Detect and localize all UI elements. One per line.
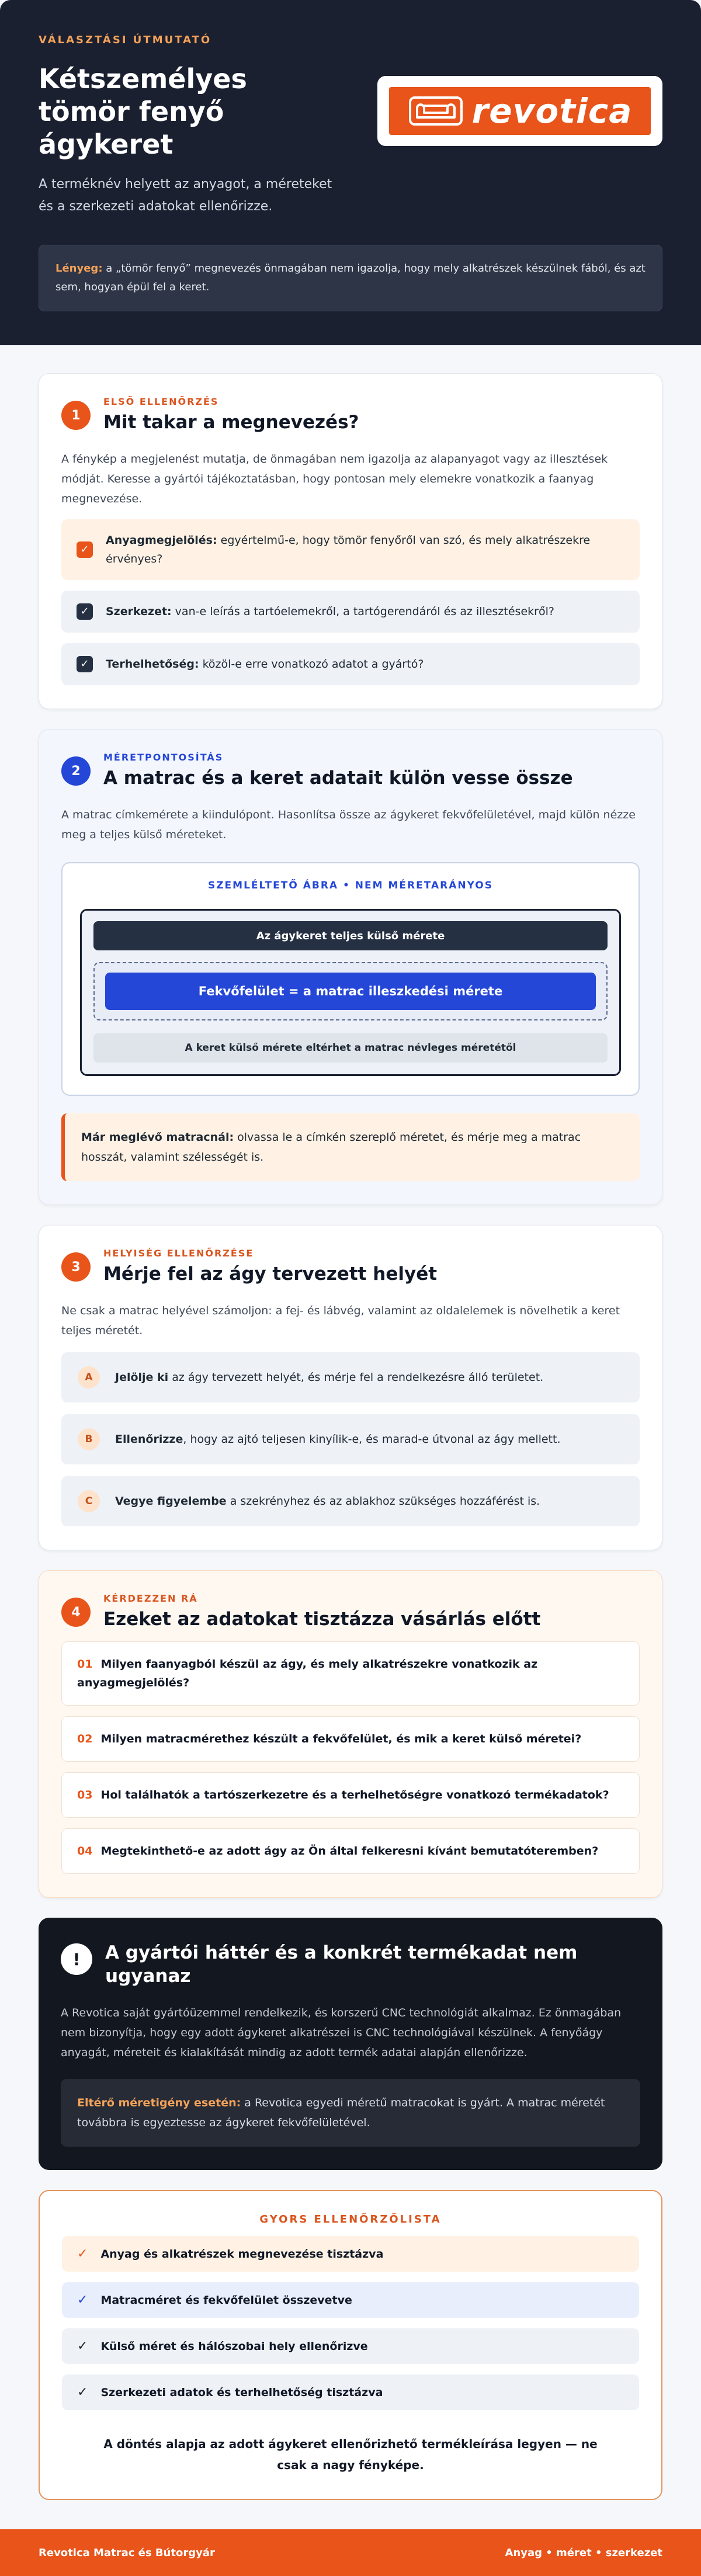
check-icon: ✓: [77, 2339, 88, 2353]
callout-label: Már meglévő matracnál:: [81, 1131, 234, 1144]
question-number: 04: [77, 1845, 93, 1858]
custom-size-text: a Revotica egyedi méretű matracokat is gyárt. A matrac méretét továbbra is egyeztesse az ágykeret fekvőfelületével.: [77, 2096, 605, 2129]
exclamation-icon: !: [61, 1943, 92, 1975]
checklist-item-text: Külső méret és hálószobai hely ellenőrizve: [100, 2339, 368, 2353]
check-item-material: [61, 519, 640, 580]
size-diagram: [61, 862, 640, 1096]
section-size-check: [39, 729, 662, 1205]
step-text: , hogy az ajtó teljesen kinyílik-e, és marad-e útvonal az ágy mellett.: [183, 1433, 561, 1446]
hero: [0, 0, 701, 345]
step-number-1: 1: [61, 401, 91, 430]
checklist-verdict: A döntés alapja az adott ágykeret ellenőrizhető termékleírása legyen — ne csak a nagy fényképe.: [103, 2437, 598, 2472]
hero-note-label: Lényeg:: [55, 262, 103, 275]
section-description: Ne csak a matrac helyével számoljon: a fej- és lábvég, valamint az oldalelemek is növelhetik a keret teljes méretét.: [61, 1304, 620, 1337]
question-item: [61, 1828, 640, 1874]
checklist-item-text: Matracméret és fekvőfelület összevetve: [100, 2293, 352, 2307]
step-label: Ellenőrizze: [115, 1433, 183, 1446]
checklist-item-text: Szerkezeti adatok és terhelhetőség tisztázva: [100, 2386, 383, 2399]
size-difference-label: A keret külső mérete eltérhet a matrac névleges méretétől: [93, 1033, 608, 1063]
question-text: Megtekinthető-e az adott ágy az Ön által felkeresni kívánt bemutatóteremben?: [100, 1845, 599, 1858]
quick-checklist: [39, 2190, 662, 2500]
hero-note-text: a „tömör fenyő” megnevezés önmagában nem igazolja, hogy mely alkatrészek készülnek fából, és azt sem, hogyan épül fel a keret.: [55, 262, 646, 293]
step-label: Jelölje ki: [115, 1371, 169, 1384]
step-letter-badge: B: [78, 1428, 100, 1450]
logo-wordmark: revotica: [471, 91, 633, 131]
section-title: Ezeket az adatokat tisztázza vásárlás előtt: [103, 1609, 541, 1630]
section-title: Mit takar a megnevezés?: [103, 412, 359, 433]
sofa-icon: [408, 95, 464, 127]
main-content: [0, 345, 701, 2529]
section-questions: [39, 1570, 662, 1898]
section-eyebrow: HELYISÉG ELLENŐRZÉSE: [103, 1248, 254, 1259]
footer-tagline: Anyag • méret • szerkezet: [505, 2546, 662, 2559]
check-item-structure: [61, 591, 640, 633]
question-item: [61, 1641, 640, 1706]
question-text: Milyen faanyagból készül az ágy, és mely alkatrészekre vonatkozik az anyagmegjelölés?: [77, 1658, 538, 1689]
footer-brand[interactable]: Revotica Matrac és Bútorgyár: [39, 2546, 215, 2559]
check-item-label: Szerkezet:: [106, 605, 172, 618]
checklist-item: [62, 2236, 639, 2272]
diagram-title: SZEMLÉLTETŐ ÁBRA • NEM MÉRETARÁNYOS: [207, 880, 494, 891]
section-description: A matrac címkemérete a kiindulópont. Hasonlítsa össze az ágykeret fekvőfelületével, majd külön nézze meg a teljes külső méreteket.: [61, 808, 636, 841]
section-eyebrow: KÉRDEZZEN RÁ: [103, 1593, 198, 1604]
section-description: A fénykép a megjelenést mutatja, de önmagában nem igazolja az alapanyagot vagy az illesztések módját. Keresse a gyártói tájékoztatásban, hogy pontosan mely elemekre vonatkozik a faanyag megnevezése.: [61, 453, 608, 505]
section-room-check: [39, 1225, 662, 1550]
section-name-check: [39, 373, 662, 709]
custom-size-label: Eltérő méretigény esetén:: [77, 2096, 241, 2109]
hero-eyebrow: VÁLASZTÁSI ÚTMUTATÓ: [39, 34, 212, 46]
hero-subtitle: A terméknév helyett az anyagot, a méreteket és a szerkezeti adatokat ellenőrizze.: [39, 177, 332, 214]
check-item-load: [61, 643, 640, 685]
step-letter-badge: A: [78, 1366, 100, 1388]
checklist-item-text: Anyag és alkatrészek megnevezése tisztázva: [100, 2247, 384, 2261]
hero-key-note: [39, 245, 662, 311]
check-item-text: van-e leírás a tartóelemekről, a tartógerendáról és az illesztésekről?: [171, 605, 554, 618]
manufacturer-notice: [39, 1918, 662, 2170]
custom-size-note: [61, 2079, 640, 2147]
logo-badge: [389, 87, 651, 135]
sleeping-surface-outline: [93, 962, 608, 1020]
question-number: 02: [77, 1733, 93, 1745]
checkbox-icon: ✓: [77, 541, 93, 558]
section-eyebrow: ELSŐ ELLENŐRZÉS: [103, 396, 219, 407]
checkbox-icon: ✓: [77, 603, 93, 620]
check-icon: ✓: [77, 2385, 88, 2400]
step-number-4: 4: [61, 1598, 91, 1627]
room-step-a: [61, 1352, 640, 1402]
step-label: Vegye figyelembe: [115, 1495, 227, 1508]
question-item: [61, 1772, 640, 1818]
check-item-label: Terhelhetőség:: [106, 658, 199, 671]
checklist-title: GYORS ELLENŐRZŐLISTA: [259, 2213, 442, 2226]
callout-text: olvassa le a címkén szereplő méretet, és mérje meg a matrac hosszát, valamint szélességét is.: [81, 1131, 581, 1164]
question-number: 01: [77, 1658, 93, 1671]
notice-description: A Revotica saját gyártóüzemmel rendelkezik, és korszerű CNC technológiát alkalmaz. Ez önmagában nem bizonyítja, hogy egy adott ágykeret alkatrészei is CNC technológiával készülnek. A fenyőágy anyagát, méreteit és kialakítását mindig az adott termék adatai alapján ellenőrizze.: [61, 2006, 622, 2059]
check-item-text: egyértelmű-e, hogy tömör fenyőről van szó, és mely alkatrészekre érvényes?: [106, 534, 591, 565]
check-item-text: közöl-e erre vonatkozó adatot a gyártó?: [199, 658, 424, 671]
checklist-item: [62, 2328, 639, 2364]
room-step-c: [61, 1476, 640, 1526]
question-number: 03: [77, 1789, 93, 1801]
step-number-3: 3: [61, 1252, 91, 1282]
step-text: a szekrényhez és az ablakhoz szükséges hozzáférést is.: [226, 1495, 540, 1508]
step-text: az ágy tervezett helyét, és mérje fel a rendelkezésre álló területet.: [168, 1371, 544, 1384]
bed-frame-outline: [80, 909, 621, 1076]
question-item: [61, 1716, 640, 1762]
checklist-item: [62, 2282, 639, 2318]
check-icon: ✓: [77, 2293, 88, 2307]
check-icon: ✓: [77, 2247, 88, 2261]
outer-size-label: Az ágykeret teljes külső mérete: [93, 921, 608, 950]
checkbox-icon: ✓: [77, 656, 93, 672]
section-title: Mérje fel az ágy tervezett helyét: [103, 1263, 438, 1284]
question-text: Hol találhatók a tartószerkezetre és a terhelhetőségre vonatkozó termékadatok?: [100, 1789, 609, 1801]
question-text: Milyen matracmérethez készült a fekvőfelület, és mik a keret külső méretei?: [100, 1733, 582, 1745]
step-number-2: 2: [61, 756, 91, 786]
footer: [0, 2529, 701, 2576]
section-title: A matrac és a keret adatait külön vesse össze: [103, 768, 573, 789]
check-item-label: Anyagmegjelölés:: [106, 534, 217, 547]
room-step-b: [61, 1414, 640, 1464]
step-letter-badge: C: [78, 1490, 100, 1512]
page-title: Kétszemélyes tömör fenyő ágykeret: [39, 63, 247, 160]
checklist-item: [62, 2374, 639, 2410]
brand-logo[interactable]: [377, 76, 662, 146]
existing-mattress-callout: [61, 1113, 640, 1181]
notice-title: A gyártói háttér és a konkrét termékadat nem ugyanaz: [105, 1942, 578, 1987]
sleeping-surface-label: Fekvőfelület = a matrac illeszkedési mérete: [105, 973, 596, 1010]
section-eyebrow: MÉRETPONTOSÍTÁS: [103, 752, 224, 763]
